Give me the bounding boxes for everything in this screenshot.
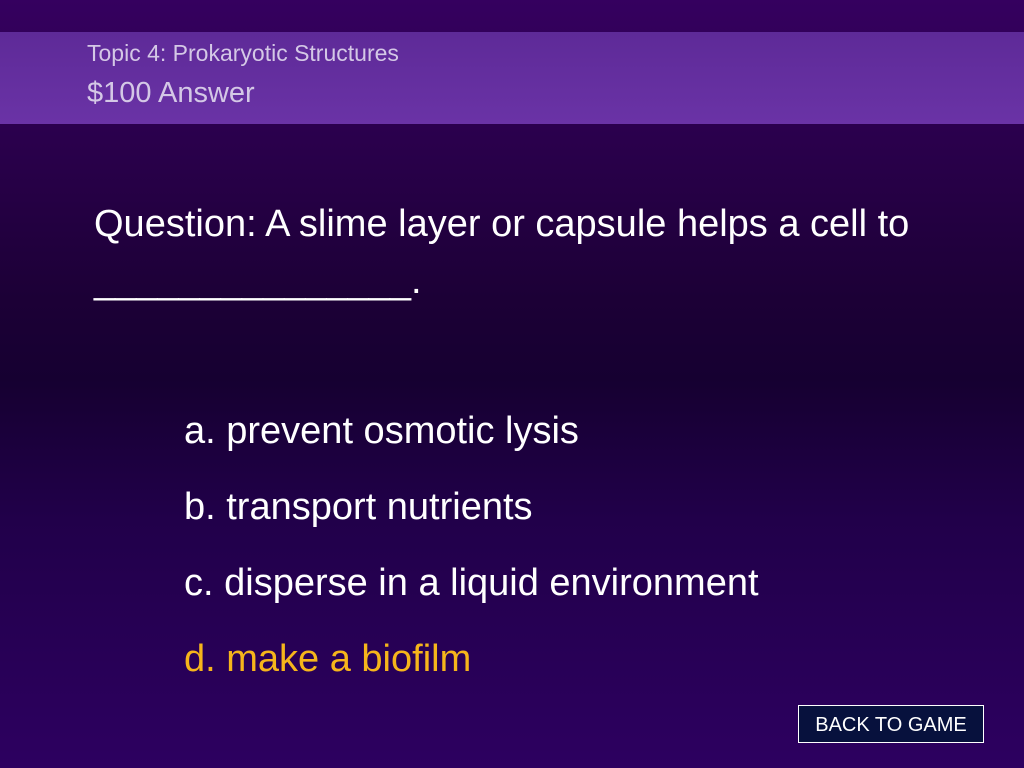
question-text: Question: A slime layer or capsule helps a cell to _______________. bbox=[94, 203, 910, 302]
answer-option-c: c. disperse in a liquid environment bbox=[184, 562, 759, 604]
answer-option-d-correct: d. make a biofilm bbox=[184, 638, 472, 680]
answer-list bbox=[184, 405, 759, 709]
back-to-game-button[interactable]: BACK TO GAME bbox=[798, 705, 984, 743]
answer-option-a: a. prevent osmotic lysis bbox=[184, 410, 579, 452]
answer-option-b: b. transport nutrients bbox=[184, 486, 533, 528]
slide-topic: Topic 4: Prokaryotic Structures bbox=[87, 40, 399, 66]
slide-subtitle: $100 Answer bbox=[87, 77, 255, 109]
